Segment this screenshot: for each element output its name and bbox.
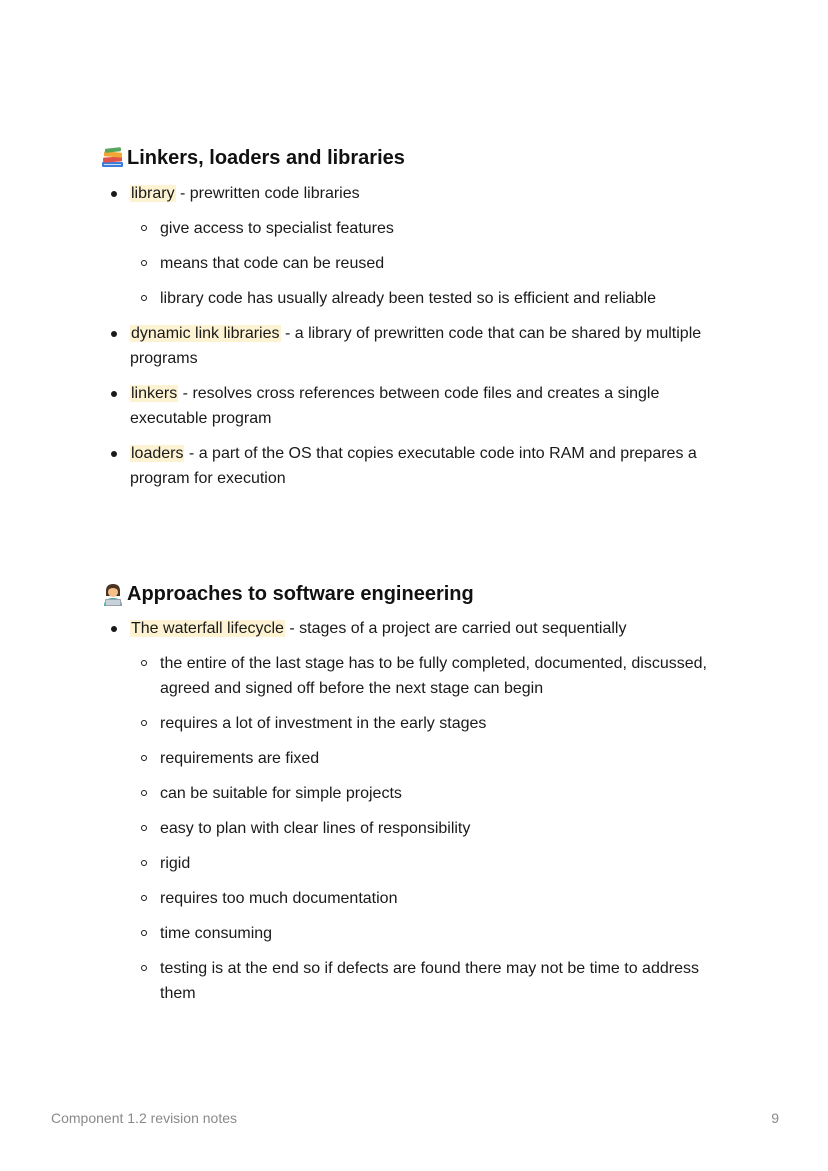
bullet bbox=[111, 451, 117, 457]
term-highlight: library bbox=[131, 185, 175, 202]
bullet bbox=[141, 895, 147, 901]
bullet bbox=[141, 225, 147, 231]
sub-item-text: requirements are fixed bbox=[160, 750, 320, 767]
sub-list-item bbox=[0, 251, 730, 276]
section2-list bbox=[0, 616, 828, 1006]
bullet bbox=[111, 331, 117, 337]
sub-item-text: testing is at the end so if defects are found there may not be time to address them bbox=[160, 960, 699, 1002]
sub-list-item bbox=[0, 746, 730, 771]
sub-list-item bbox=[0, 956, 730, 1006]
section-heading-linkers bbox=[101, 145, 405, 171]
sub-list-item bbox=[0, 781, 730, 806]
sub-item-text: can be suitable for simple projects bbox=[160, 785, 402, 802]
bullet bbox=[141, 720, 147, 726]
footer-title: Component 1.2 revision notes bbox=[51, 1110, 237, 1126]
sub-list-item bbox=[0, 886, 730, 911]
bullet bbox=[141, 825, 147, 831]
bullet bbox=[141, 965, 147, 971]
sub-list-item bbox=[0, 286, 730, 311]
sub-item-text: means that code can be reused bbox=[160, 255, 385, 272]
term-description: - resolves cross references between code files and creates a single executable program bbox=[130, 385, 660, 427]
sub-list-item bbox=[0, 851, 730, 876]
bullet bbox=[141, 295, 147, 301]
bullet bbox=[141, 755, 147, 761]
sub-item-text: rigid bbox=[160, 855, 191, 872]
list-item bbox=[0, 321, 730, 371]
list-item bbox=[0, 181, 730, 206]
bullet bbox=[141, 790, 147, 796]
sub-list-item bbox=[0, 921, 730, 946]
term-highlight: loaders bbox=[131, 445, 184, 462]
sub-item-text: time consuming bbox=[160, 925, 273, 942]
term-description: - a library of prewritten code that can be shared by multiple programs bbox=[130, 325, 702, 367]
bullet bbox=[141, 930, 147, 936]
sub-list-item bbox=[0, 651, 730, 701]
term-highlight: The waterfall lifecycle bbox=[131, 620, 284, 637]
bullet bbox=[141, 260, 147, 266]
list-item bbox=[0, 616, 730, 641]
sub-item-text: easy to plan with clear lines of responsibility bbox=[160, 820, 471, 837]
page-number: 9 bbox=[771, 1110, 779, 1126]
section1-list bbox=[0, 181, 828, 491]
bullet bbox=[141, 660, 147, 666]
sub-item-text: requires a lot of investment in the early stages bbox=[160, 715, 487, 732]
sub-item-text: give access to specialist features bbox=[160, 220, 394, 237]
list-item bbox=[0, 441, 730, 491]
bullet bbox=[111, 626, 117, 632]
section-title: Approaches to software engineering bbox=[127, 583, 474, 605]
term-highlight: linkers bbox=[131, 385, 178, 402]
section-title: Linkers, loaders and libraries bbox=[127, 147, 405, 169]
bullet bbox=[111, 391, 117, 397]
sub-list-item bbox=[0, 816, 730, 841]
sub-item-text: library code has usually already been tested so is efficient and reliable bbox=[160, 290, 656, 307]
sub-item-text: the entire of the last stage has to be fully completed, documented, discussed, agreed and signed off before the next stage can begin bbox=[160, 655, 707, 697]
bullet bbox=[141, 860, 147, 866]
sub-list-item bbox=[0, 711, 730, 736]
technologist-icon bbox=[101, 582, 125, 606]
sub-list-item bbox=[0, 216, 730, 241]
term-description: - stages of a project are carried out sequentially bbox=[284, 620, 627, 637]
list-item bbox=[0, 381, 730, 431]
term-description: - prewritten code libraries bbox=[175, 185, 360, 202]
term-highlight: dynamic link libraries bbox=[131, 325, 280, 342]
bullet bbox=[111, 191, 117, 197]
term-description: - a part of the OS that copies executable code into RAM and prepares a program for execution bbox=[130, 445, 697, 487]
sub-item-text: requires too much documentation bbox=[160, 890, 398, 907]
books-icon bbox=[101, 146, 125, 170]
section-heading-software-engineering bbox=[101, 581, 474, 607]
